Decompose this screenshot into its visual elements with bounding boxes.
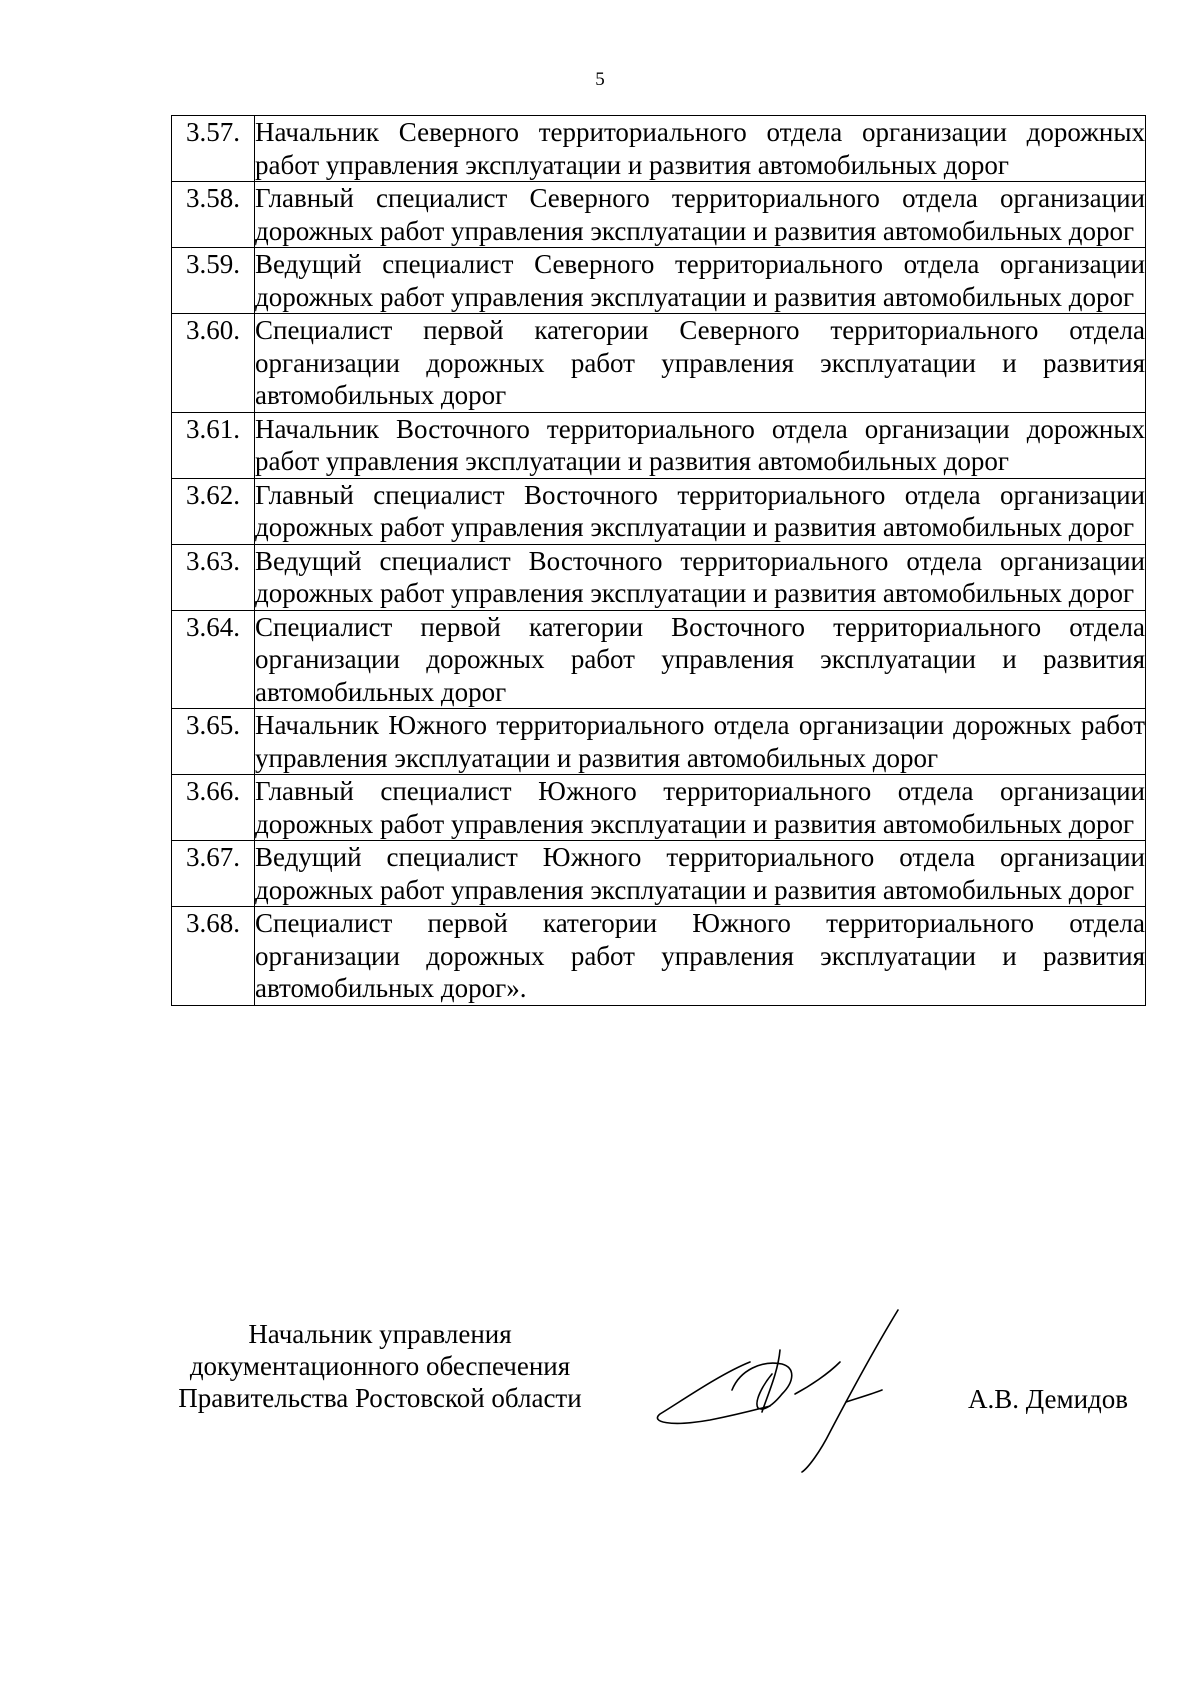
row-position-text: Начальник Южного территориального отдела организации дорожных работ управления эксплуатации и развития автомобильных дорог (255, 710, 1145, 773)
row-number: 3.60. (172, 314, 255, 413)
table-row (172, 248, 1146, 314)
row-number: 3.63. (172, 544, 255, 610)
table-row (172, 116, 1146, 182)
table-row (172, 544, 1146, 610)
row-number: 3.66. (172, 775, 255, 841)
signatory-title-line: Правительства Ростовской области (178, 1383, 582, 1413)
row-position-text: Ведущий специалист Южного территориального отдела организации дорожных работ управления эксплуатации и развития автомобильных дорог (255, 842, 1145, 905)
table-row (172, 412, 1146, 478)
table-row (172, 314, 1146, 413)
row-number: 3.64. (172, 610, 255, 709)
row-number: 3.58. (172, 182, 255, 248)
positions-table (171, 115, 1146, 1006)
row-position-text: Начальник Восточного территориального отдела организации дорожных работ управления эксплуатации и развития автомобильных дорог (255, 413, 1145, 476)
row-position-text: Главный специалист Северного территориального отдела организации дорожных работ управления эксплуатации и развития автомобильных дорог (255, 183, 1145, 246)
signatory-title (150, 1318, 610, 1414)
table-row (172, 182, 1146, 248)
row-position-text: Ведущий специалист Восточного территориального отдела организации дорожных работ управления эксплуатации и развития автомобильных дорог (255, 545, 1145, 608)
row-position-text: Главный специалист Южного территориального отдела организации дорожных работ управления эксплуатации и развития автомобильных дорог (255, 776, 1145, 839)
row-number: 3.68. (172, 907, 255, 1006)
row-position-text: Специалист первой категории Восточного территориального отдела организации дорожных работ управления эксплуатации и развития автомобильных дорог (255, 611, 1145, 707)
table-row (172, 709, 1146, 775)
table-row (172, 775, 1146, 841)
row-number: 3.59. (172, 248, 255, 314)
handwritten-signature (650, 1302, 950, 1477)
table-row (172, 610, 1146, 709)
signatory-name: А.В. Демидов (968, 1384, 1129, 1414)
signatory-title-line: документационного обеспечения (189, 1351, 571, 1381)
row-number: 3.62. (172, 478, 255, 544)
page-number: 5 (595, 69, 605, 90)
row-number: 3.65. (172, 709, 255, 775)
row-number: 3.61. (172, 412, 255, 478)
row-position-text: Специалист первой категории Южного территориального отдела организации дорожных работ управления эксплуатации и развития автомобильных дорог». (255, 908, 1145, 1003)
table-row (172, 841, 1146, 907)
signatory-title-line: Начальник управления (248, 1319, 512, 1349)
row-position-text: Специалист первой категории Северного территориального отдела организации дорожных работ управления эксплуатации и развития автомобильных дорог (255, 315, 1145, 410)
row-position-text: Ведущий специалист Северного территориального отдела организации дорожных работ управления эксплуатации и развития автомобильных дорог (255, 249, 1145, 312)
row-position-text: Главный специалист Восточного территориального отдела организации дорожных работ управления эксплуатации и развития автомобильных дорог (255, 479, 1145, 542)
table-row (172, 478, 1146, 544)
table-row (172, 907, 1146, 1006)
row-number: 3.57. (172, 116, 255, 182)
row-position-text: Начальник Северного территориального отдела организации дорожных работ управления эксплуатации и развития автомобильных дорог (255, 117, 1145, 180)
row-number: 3.67. (172, 841, 255, 907)
